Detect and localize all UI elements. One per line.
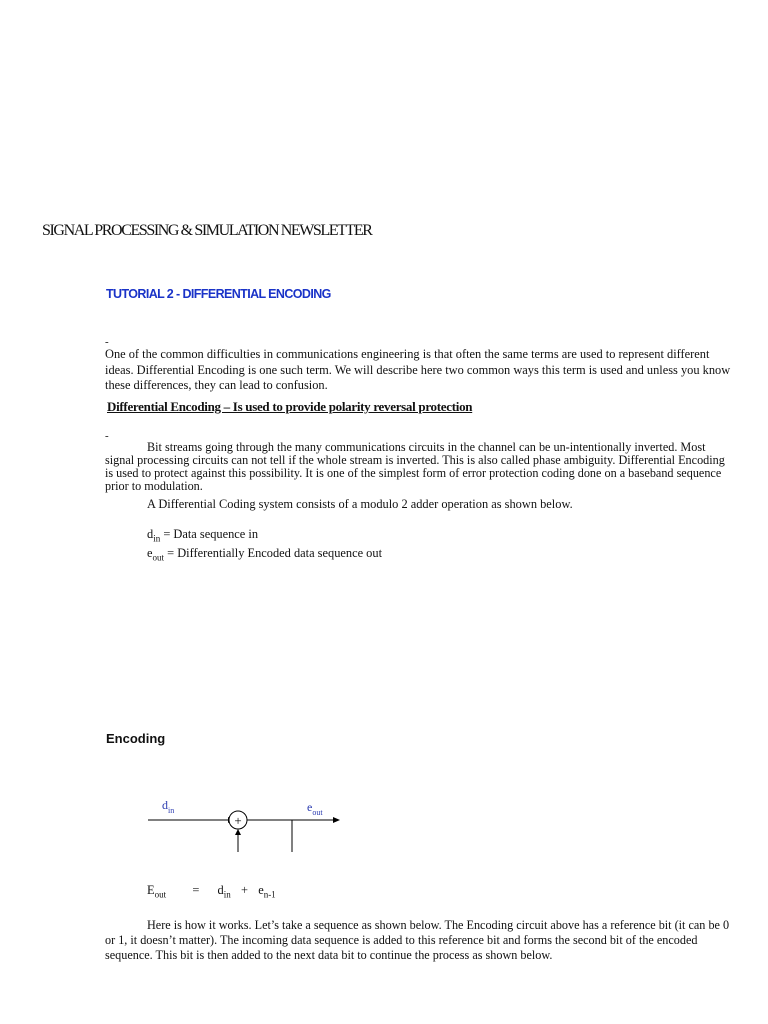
system-sentence: A Differential Coding system consists of a modulo 2 adder operation as shown below. [147,497,573,511]
din-sub: in [153,533,161,544]
section-dash: - [105,430,109,442]
section-paragraph-wrap [105,441,735,493]
eq-plus: + [240,883,248,897]
eq-d: d [217,883,224,897]
section-paragraph-block [105,431,735,493]
eq-equals: = [192,883,200,897]
din-base: d [147,527,154,541]
feedback-arrowhead [235,829,241,835]
intro-dash: - [105,336,109,348]
encoder-diagram [140,790,360,860]
diagram-eout-label: $e_{out}$ [307,800,323,817]
tutorial-title: TUTORIAL 2 - DIFFERENTIAL ENCODING [106,287,331,301]
eq-lhs-sub: out [154,889,167,900]
newsletter-title: SIGNAL PROCESSING & SIMULATION NEWSLETTER [42,222,372,239]
eq-d-sub: in [223,889,231,900]
output-arrowhead [333,817,340,823]
how-it-works-paragraph-block [105,918,735,964]
encoding-equation [147,883,276,899]
encoding-heading: Encoding [106,731,166,746]
diagram-din-label: $d_{in}$ [162,798,175,815]
how-it-works-paragraph: Here is how it works. Let’s take a sequence as shown below. The Encoding circuit above has a reference bit (it can be 0 or 1, it doesn’t matter). The incoming data sequence is added to this reference bit and forms the second bit of the encoded sequence. This bit is then added to the next data bit to continue the process as shown below. [105,918,730,963]
intro-paragraph: One of the common difficulties in communications engineering is that often the same terms are used to represent different ideas. Differential Encoding is one such term. We will describe here two common ways this term is used and unless you know these differences, they can lead to confusion. [105,347,731,392]
definition-eout [147,546,382,562]
din-definition: = Data sequence in [160,527,259,541]
intro-paragraph-block [105,337,735,394]
section-paragraph: Bit streams going through the many communications circuits in the channel can be un-intentionally inverted. Most signal processing circuits can not tell if the whole stream is inverted. This is also called phase ambiguity. Differential Encoding is used to protect against this possibility. It is one of the simplest form of error protection coding done on a baseband sequence prior to modulation. [105,440,725,493]
eq-e-sub: n-1 [263,889,276,900]
section-heading: Differential Encoding – Is used to provide polarity reversal protection [107,399,473,414]
eq-lhs: E [147,883,155,897]
adder-plus-symbol: + [234,813,242,828]
eq-e: e [258,883,264,897]
eout-definition: = Differentially Encoded data sequence out [164,546,383,560]
eout-sub: out [152,552,165,563]
definition-din [147,527,258,543]
eout-base: e [147,546,153,560]
